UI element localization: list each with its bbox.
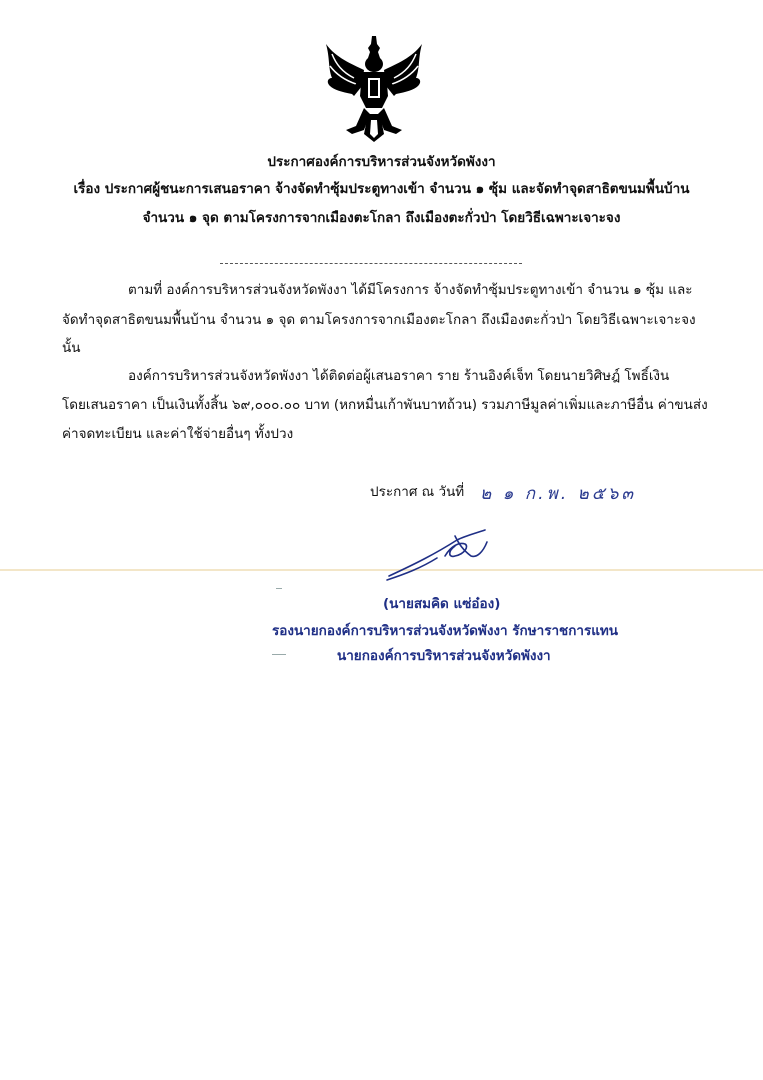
paragraph-2-line-2: โดยเสนอราคา เป็นเงินทั้งสิ้น ๖๙,๐๐๐.๐๐ บาท (หกหมื่นเก้าพันบาทถ้วน) รวมภาษีมูลค่าเพิ่มและภาษีอื่น ค่าขนส่ง	[62, 397, 708, 413]
scan-mark	[272, 654, 286, 655]
paragraph-2-line-1: องค์การบริหารส่วนจังหวัดพังงา ได้ติดต่อผู้เสนอราคา ราย ร้านอิงค์เจ็ท โดยนายวิศิษฎ์ โพธิ์เงิน	[128, 368, 670, 384]
scan-mark	[276, 588, 282, 589]
handwritten-signature	[385, 528, 490, 588]
section-divider	[220, 263, 522, 264]
paragraph-1-line-1: ตามที่ องค์การบริหารส่วนจังหวัดพังงา ได้มีโครงการ จ้างจัดทำซุ้มประตูทางเข้า จำนวน ๑ ซุ้ม และ	[128, 282, 693, 298]
paragraph-1-line-3: นั้น	[62, 340, 81, 356]
signatory-name: (นายสมคิด แซ่อ๋อง)	[383, 596, 501, 612]
announcement-title: ประกาศองค์การบริหารส่วนจังหวัดพังงา	[267, 154, 496, 170]
signatory-position-2: นายกองค์การบริหารส่วนจังหวัดพังงา	[337, 648, 551, 664]
paragraph-1-line-2: จัดทำจุดสาธิตขนมพื้นบ้าน จำนวน ๑ จุด ตามโครงการจากเมืองตะโกลา ถึงเมืองตะกั่วป่า โดยวิธีเฉพาะเจาะจง	[62, 312, 696, 328]
handwritten-date: ๒ ๑ ก.พ. ๒๕๖๓	[480, 484, 636, 504]
signatory-position-1: รองนายกองค์การบริหารส่วนจังหวัดพังงา รักษาราชการแทน	[272, 623, 619, 639]
subject-line-2: จำนวน ๑ จุด ตามโครงการจากเมืองตะโกลา ถึงเมืองตะกั่วป่า โดยวิธีเฉพาะเจาะจง	[142, 210, 621, 226]
scan-artifact-line	[0, 569, 763, 571]
subject-line-1: เรื่อง ประกาศผู้ชนะการเสนอราคา จ้างจัดทำซุ้มประตูทางเข้า จำนวน ๑ ซุ้ม และจัดทำจุดสาธิตขนมพื้นบ้าน	[73, 181, 690, 197]
announce-date-label: ประกาศ ณ วันที่	[370, 484, 465, 500]
garuda-emblem-icon	[322, 34, 426, 144]
paragraph-2-line-3: ค่าจดทะเบียน และค่าใช้จ่ายอื่นๆ ทั้งปวง	[62, 426, 294, 442]
